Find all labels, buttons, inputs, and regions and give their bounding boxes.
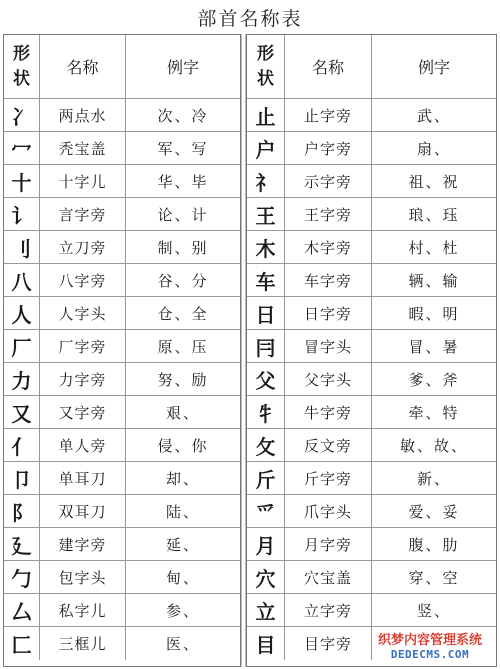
table-row xyxy=(247,462,496,495)
table-row xyxy=(4,297,240,330)
example-chars: 延、 xyxy=(165,535,200,554)
radical-shape: 刂 xyxy=(4,231,40,263)
table-row xyxy=(247,132,496,165)
radical-shape: 廴 xyxy=(4,528,40,560)
table-row xyxy=(247,330,496,363)
table-row xyxy=(247,99,496,132)
example-chars: 冒、暑 xyxy=(408,337,460,356)
radical-shape: 立 xyxy=(247,594,285,626)
radical-shape: 厂 xyxy=(4,330,40,362)
example-chars: 扇、 xyxy=(416,139,451,158)
table-row xyxy=(4,132,240,165)
table-row xyxy=(4,198,240,231)
radical-name: 双耳刀 xyxy=(40,495,126,527)
table-row xyxy=(247,561,496,594)
radical-shape: 讠 xyxy=(4,198,40,230)
table-row xyxy=(247,528,496,561)
radical-name: 止字旁 xyxy=(285,99,372,131)
radical-shape: 月 xyxy=(247,528,285,560)
radical-name: 反文旁 xyxy=(285,429,372,461)
radical-shape: 卩 xyxy=(4,462,40,494)
example-chars: 暇、明 xyxy=(408,304,460,323)
header-row xyxy=(247,35,496,99)
radical-name: 户字旁 xyxy=(285,132,372,164)
radical-shape: 人 xyxy=(4,297,40,329)
radical-table xyxy=(3,34,497,667)
example-chars: 军、写 xyxy=(157,139,209,158)
table-row xyxy=(247,396,496,429)
radical-shape: 阝 xyxy=(4,495,40,527)
radical-name: 建字旁 xyxy=(40,528,126,560)
example-chars: 武、 xyxy=(416,106,451,125)
example-chars: 村、杜 xyxy=(408,238,460,257)
radical-shape: 又 xyxy=(4,396,40,428)
table-row xyxy=(247,165,496,198)
radical-shape: 勹 xyxy=(4,561,40,593)
table-row xyxy=(247,363,496,396)
table-row xyxy=(247,429,496,462)
example-chars: 侵、你 xyxy=(157,436,209,455)
radical-name: 人字头 xyxy=(40,297,126,329)
example-chars: 努、励 xyxy=(157,370,209,389)
example-chars: 敏、故、 xyxy=(399,436,468,455)
example-chars: 新、 xyxy=(416,469,451,488)
shape-header xyxy=(247,35,285,98)
table-row xyxy=(4,264,240,297)
example-chars: 爱、妥 xyxy=(408,502,460,521)
example-chars: 制、别 xyxy=(157,238,209,257)
radical-name: 斤字旁 xyxy=(285,462,372,494)
example-chars: 祖、祝 xyxy=(408,172,460,191)
table-row xyxy=(247,231,496,264)
radical-name: 立字旁 xyxy=(285,594,372,626)
shape-header xyxy=(4,35,40,98)
radical-shape: 牜 xyxy=(247,396,285,428)
radical-name: 爪字头 xyxy=(285,495,372,527)
radical-shape: 日 xyxy=(247,297,285,329)
radical-shape: 八 xyxy=(4,264,40,296)
radical-shape: 户 xyxy=(247,132,285,164)
radical-name: 包字头 xyxy=(40,561,126,593)
radical-name: 十字儿 xyxy=(40,165,126,197)
example-chars: 医、 xyxy=(165,635,200,653)
radical-shape: 十 xyxy=(4,165,40,197)
example-chars: 华、毕 xyxy=(157,172,209,191)
table-row xyxy=(4,363,240,396)
example-chars: 仓、全 xyxy=(157,304,209,323)
table-row xyxy=(247,594,496,627)
example-chars: 竖、 xyxy=(416,601,451,620)
radical-shape: 车 xyxy=(247,264,285,296)
radical-name: 木字旁 xyxy=(285,231,372,263)
name-header: 名称 xyxy=(40,35,126,98)
example-chars: 爹、斧 xyxy=(408,370,460,389)
radical-shape: 力 xyxy=(4,363,40,395)
radical-name: 王字旁 xyxy=(285,198,372,230)
radical-name: 单人旁 xyxy=(40,429,126,461)
radical-name: 言字旁 xyxy=(40,198,126,230)
example-header: 例字 xyxy=(166,58,199,77)
radical-shape: 冫 xyxy=(4,99,40,131)
table-row xyxy=(4,396,240,429)
table-row xyxy=(4,528,240,561)
table-row xyxy=(247,495,496,528)
left-table xyxy=(3,34,241,667)
radical-name: 冒字头 xyxy=(285,330,372,362)
example-chars: 次、冷 xyxy=(157,106,209,125)
table-row xyxy=(4,561,240,594)
example-chars: 甸、 xyxy=(165,568,200,587)
radical-name: 私字儿 xyxy=(40,594,126,626)
radical-name: 厂字旁 xyxy=(40,330,126,362)
radical-shape: 止 xyxy=(247,99,285,131)
radical-name: 目字旁 xyxy=(285,627,372,660)
radical-name: 月字旁 xyxy=(285,528,372,560)
radical-shape: 爫 xyxy=(247,495,285,527)
radical-name: 力字旁 xyxy=(40,363,126,395)
shape-header-top: 形 xyxy=(13,43,30,64)
radical-name: 牛字旁 xyxy=(285,396,372,428)
radical-shape: 穴 xyxy=(247,561,285,593)
radical-shape: 匚 xyxy=(4,627,40,660)
name-header: 名称 xyxy=(285,35,372,98)
radical-shape: 攵 xyxy=(247,429,285,461)
shape-header-top: 形 xyxy=(257,43,274,64)
radical-name: 秃宝盖 xyxy=(40,132,126,164)
header-row xyxy=(4,35,240,99)
radical-name: 两点水 xyxy=(40,99,126,131)
table-row xyxy=(247,198,496,231)
radical-shape: 王 xyxy=(247,198,285,230)
table-row xyxy=(4,462,240,495)
table-row xyxy=(4,165,240,198)
radical-name: 又字旁 xyxy=(40,396,126,428)
example-header: 例字 xyxy=(417,58,450,77)
example-chars: 参、 xyxy=(165,601,200,620)
example-chars: 琅、珏 xyxy=(408,205,460,224)
radical-shape: 父 xyxy=(247,363,285,395)
example-chars: 谷、分 xyxy=(157,271,209,290)
watermark-line1: 织梦内容管理系统 xyxy=(377,633,482,648)
radical-shape: 亻 xyxy=(4,429,40,461)
example-chars: 辆、输 xyxy=(408,271,460,290)
example-chars: 腹、肋 xyxy=(408,535,460,554)
page-title: 部首名称表 xyxy=(197,7,303,30)
table-row xyxy=(4,495,240,528)
example-chars: 牵、特 xyxy=(408,403,460,422)
shape-header-bottom: 状 xyxy=(257,68,274,89)
radical-shape: 斤 xyxy=(247,462,285,494)
table-row xyxy=(4,594,240,627)
radical-shape: 目 xyxy=(247,627,285,660)
radical-shape: 冃 xyxy=(247,330,285,362)
right-table xyxy=(246,34,497,667)
table-row xyxy=(4,231,240,264)
radical-shape: 木 xyxy=(247,231,285,263)
example-chars: 艰、 xyxy=(165,403,200,422)
table-row xyxy=(4,627,240,660)
radical-name: 八字旁 xyxy=(40,264,126,296)
shape-header-bottom: 状 xyxy=(13,68,30,89)
table-row xyxy=(4,330,240,363)
example-chars: 却、 xyxy=(165,469,200,488)
radical-shape: 厶 xyxy=(4,594,40,626)
radical-name: 单耳刀 xyxy=(40,462,126,494)
watermark-line2: DEDECMS.COM xyxy=(390,648,470,661)
table-row xyxy=(4,429,240,462)
example-chars: 原、压 xyxy=(157,337,209,356)
radical-name: 立刀旁 xyxy=(40,231,126,263)
example-chars: 穿、空 xyxy=(408,568,460,587)
radical-name: 穴宝盖 xyxy=(285,561,372,593)
table-row xyxy=(247,297,496,330)
radical-name: 示字旁 xyxy=(285,165,372,197)
radical-name: 父字头 xyxy=(285,363,372,395)
watermark-logo xyxy=(364,631,496,665)
table-row xyxy=(4,99,240,132)
radical-shape: 冖 xyxy=(4,132,40,164)
radical-shape: 礻 xyxy=(247,165,285,197)
example-chars: 论、计 xyxy=(157,205,209,224)
example-chars: 陆、 xyxy=(165,502,200,521)
radical-name: 日字旁 xyxy=(285,297,372,329)
radical-name: 三框儿 xyxy=(40,627,126,660)
table-row xyxy=(247,264,496,297)
radical-name: 车字旁 xyxy=(285,264,372,296)
